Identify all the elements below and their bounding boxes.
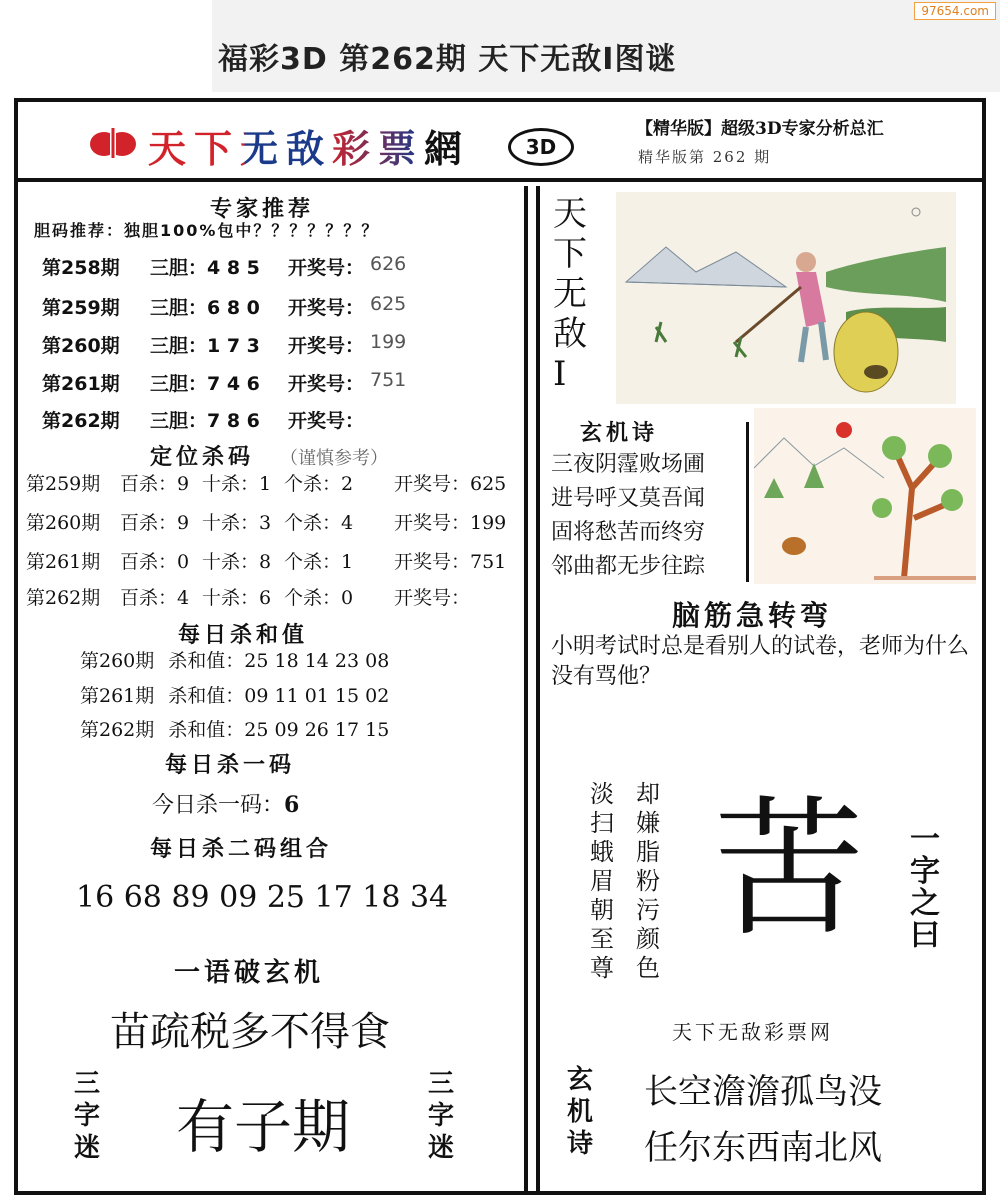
kill-title: 定位杀码 [150, 445, 255, 470]
poem-title: 玄机诗 [580, 421, 659, 446]
bottom-poem-label: 玄机诗 [566, 1065, 593, 1159]
riddle-label-left: 三字迷 [73, 1069, 104, 1163]
two-code-title: 每日杀二码组合 [150, 837, 333, 862]
bottom-poem-lines: 长空澹澹孤鸟没 任尔东西南北风 [644, 1072, 882, 1168]
sum-row: 第260期 杀和值：25 18 14 23 08 [80, 650, 390, 672]
brain-teaser-title: 脑筋急转弯 [672, 599, 833, 632]
sum-title: 每日杀和值 [178, 623, 309, 648]
sum-row: 第262期 杀和值：25 09 26 17 15 [80, 719, 390, 741]
kill-row: 第261期 百杀：0 十杀：8 个杀：1 开奖号：751 [26, 551, 507, 573]
header-divider [18, 178, 982, 182]
kill-note: （谨慎参考） [280, 448, 388, 469]
banker-line: 胆码推荐：独胆100%包中？？？？？？？ [34, 221, 380, 240]
lottery-logo-icon [88, 124, 138, 162]
3d-badge: 3D [508, 128, 574, 166]
clue-title: 一语破玄机 [174, 958, 325, 988]
riddle-big-char: 苦 [714, 783, 865, 957]
vertical-title: 天下无敌Ⅰ [553, 194, 587, 394]
one-code-title: 每日杀一码 [165, 753, 296, 778]
edition-label: 【精华版】超级3D专家分析总汇 [636, 119, 884, 139]
poem-lines: 三夜阴霪败场圃 进号呼又莫吾闻 固将愁苦而终穷 邻曲都无步往踪 [551, 452, 706, 579]
one-char-label: 一字之曰 [910, 822, 940, 953]
issue-label: 精华版第 262 期 [638, 148, 772, 166]
verse-column-1: 淡扫蛾眉朝至尊 [590, 780, 614, 982]
kill-row: 第262期 百杀：4 十杀：6 个杀：0 开奖号： [26, 587, 471, 609]
kill-row: 第260期 百杀：9 十杀：3 个杀：4 开奖号：199 [26, 512, 507, 534]
site-badge[interactable]: 97654.com [914, 2, 996, 20]
network-name: 天下无敌彩票网 [672, 1020, 833, 1044]
page-title: 福彩3D 第262期 天下无敌Ⅰ图谜 [218, 42, 677, 77]
clue-text: 苗疏税多不得食 [110, 1009, 390, 1055]
logo-text: 天下无敌彩票網 [148, 126, 471, 171]
poem-divider [746, 422, 749, 582]
verse-column-2: 却嫌脂粉污颜色 [636, 780, 660, 982]
farmer-illustration [616, 192, 956, 404]
one-code-line: 今日杀一码：6 [152, 792, 300, 818]
tree-illustration [754, 408, 976, 584]
kill-row: 第259期 百杀：9 十杀：1 个杀：2 开奖号：625 [26, 473, 507, 495]
sum-row: 第261期 杀和值：09 11 01 15 02 [80, 685, 390, 707]
two-code-values: 16 68 89 09 25 17 18 34 [76, 880, 449, 915]
riddle-text: 有子期 [176, 1093, 351, 1161]
riddle-label-right: 三字迷 [427, 1069, 458, 1163]
brain-teaser-text: 小明考试时总是看别人的试卷，老师为什么没有骂他？ [551, 634, 970, 689]
expert-title: 专家推荐 [210, 197, 315, 222]
